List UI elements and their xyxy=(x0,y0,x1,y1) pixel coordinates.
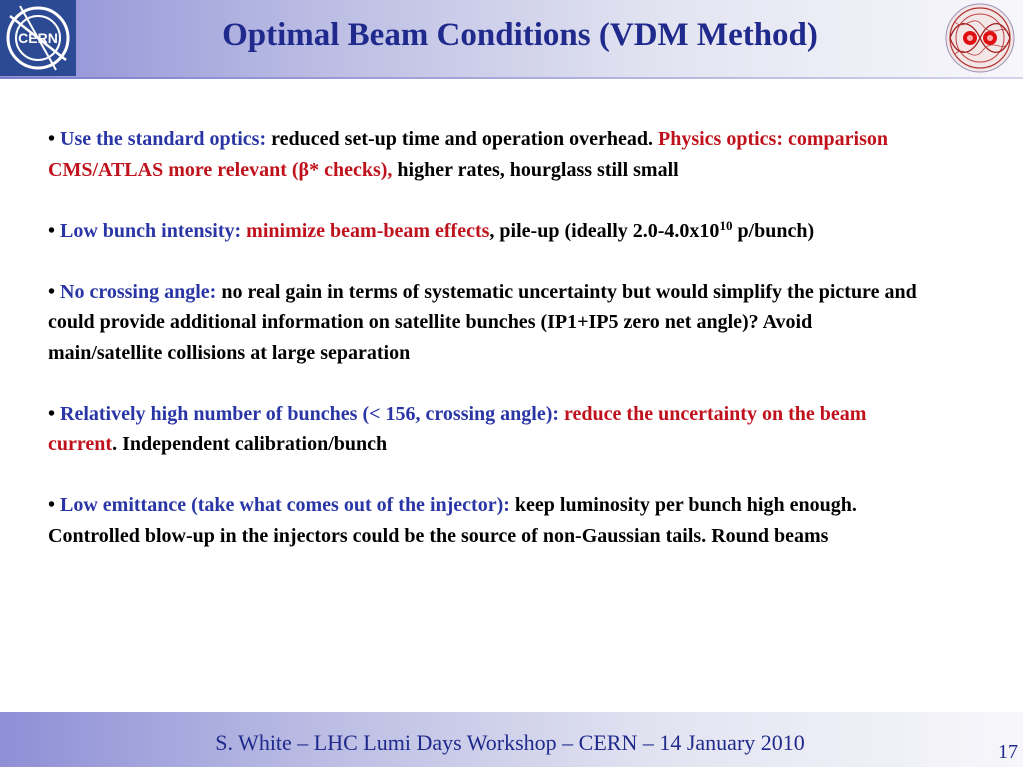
header-divider xyxy=(0,77,1023,79)
lhc-logo xyxy=(943,2,1017,74)
bullet-label: Low emittance (take what comes out of the injector): xyxy=(60,494,515,516)
bullet-standard-optics: • Use the standard optics: reduced set-up time and operation overhead. Physics optics: comparison CMS/ATLAS more relevant (β* checks), higher rates, hourglass still small xyxy=(48,128,888,181)
bullet-number-of-bunches: • Relatively high number of bunches (< 156, crossing angle): reduce the uncertainty on the beam current. Independent calibration/bunch xyxy=(48,402,867,455)
bullet-list xyxy=(48,124,928,582)
bullet-emphasis: reduce the uncertainty on the beam current xyxy=(48,402,867,455)
bullet-text: keep luminosity per bunch high enough. Controlled blow-up in the injectors could be the source of non-Gaussian tails. Round beams xyxy=(48,494,857,547)
bullet-text: . Independent calibration/bunch xyxy=(112,433,388,455)
slide-title: Optimal Beam Conditions (VDM Method) xyxy=(222,17,818,53)
cern-logo xyxy=(0,0,76,76)
bullet-label: Use the standard optics: xyxy=(60,128,272,150)
bullet-no-crossing-angle: • No crossing angle: no real gain in terms of systematic uncertainty but would simplify the picture and could provide additional information on satellite bunches (IP1+IP5 zero net angle)? Avoid main/satellite collisions at large separation xyxy=(48,280,917,364)
bullet-text: reduced set-up time and operation overhead. xyxy=(271,128,658,150)
bullet-low-emittance: • Low emittance (take what comes out of the injector): keep luminosity per bunch high enough. Controlled blow-up in the injectors could be the source of non-Gaussian tails. Round beams xyxy=(48,494,857,547)
page-number: 17 xyxy=(998,741,1018,763)
bullet-emphasis: Physics optics: comparison CMS/ATLAS more relevant (β* checks), xyxy=(48,128,888,181)
bullet-text: , pile-up (ideally 2.0-4.0x10 xyxy=(489,219,720,242)
bullet-low-bunch-intensity: • Low bunch intensity: minimize beam-beam effects, pile-up (ideally $2.0-4.0x10^{10}$ p/bunch) xyxy=(48,217,815,242)
bullet-label: Relatively high number of bunches (< 156, crossing angle): xyxy=(60,402,565,425)
footer-text: S. White – LHC Lumi Days Workshop – CERN – 14 January 2010 xyxy=(215,730,805,755)
bullet-label: No crossing angle: xyxy=(60,280,222,303)
bullet-text: p/bunch) xyxy=(732,219,815,242)
bullet-label: Low bunch intensity: xyxy=(60,219,247,242)
lhc-collision-icon xyxy=(943,2,1017,74)
bullet-text: no real gain in terms of systematic uncertainty but would simplify the picture and could provide additional information on satellite bunches (IP1+IP5 zero net angle)? Avoid main/satellite collisions at large separation xyxy=(48,280,917,364)
bullet-text: higher rates, hourglass still small xyxy=(397,158,679,181)
cern-logo-text: CERN xyxy=(18,30,58,46)
bullet-emphasis: minimize beam-beam effects xyxy=(246,219,490,242)
cern-logo-icon xyxy=(0,0,76,76)
exponent: 10 xyxy=(719,217,733,233)
